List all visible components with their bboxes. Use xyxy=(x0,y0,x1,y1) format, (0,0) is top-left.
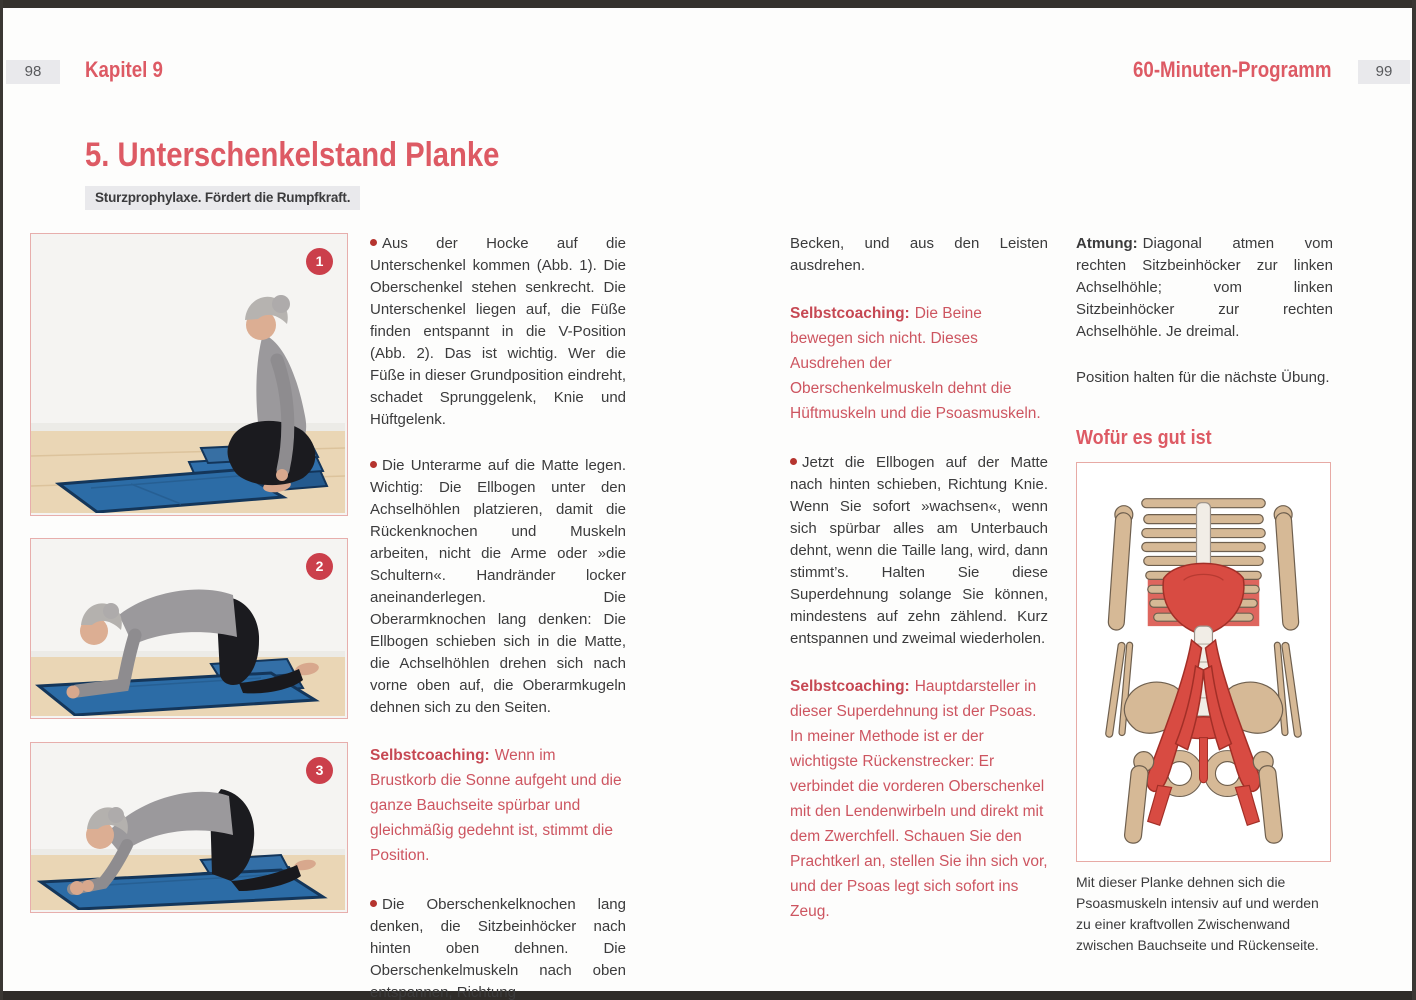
paragraph-text: Aus der Hocke auf die Unterschenkel kommen (Abb. 1). Die Oberschenkel stehen senkrecht. Die Unterschenkel liegen auf, die Füße finden entspannt in die V-Position (Abb. 2). Das ist wichtig. Wer die Füße in dieser Grundposition eindreht, schadet Sprunggelenk, Knie und Hüftgelenk. xyxy=(370,235,626,428)
exercise-photo-3 xyxy=(30,742,348,913)
step-badge-1: 1 xyxy=(306,248,333,275)
paragraph-text: Die Unterarme auf die Matte legen. Wichtig: Die Ellbogen unter den Achselhöhlen platzieren, damit die Rückenknochen und Muskeln arbeiten, nicht die Arme oder »die Schultern«. Handränder locker aneinanderlegen. Die Oberarmknochen lang denken: Die Ellbogen schieben sich in die Matte, die Achselhöhlen drehen sich nach vorne oben auf, die Oberarmkugeln dehnen sich zu den Seiten. xyxy=(370,457,626,716)
photo-2-scene xyxy=(31,539,345,716)
selfcoaching-paragraph xyxy=(790,301,1048,426)
paragraph-text: Wenn im Brustkorb die Sonne aufgeht und die ganze Bauchseite spürbar und gleichmäßig gedehnt ist, stimmt die Position. xyxy=(370,747,622,864)
exercise-photo-1 xyxy=(30,233,348,516)
instruction-paragraph xyxy=(370,233,626,431)
selfcoaching-label: Selbstcoaching: xyxy=(790,305,910,322)
program-running-head: 60-Minuten-Programm xyxy=(1132,57,1331,82)
bullet-icon xyxy=(370,239,377,246)
paragraph-text: Becken, und aus den Leisten ausdrehen. xyxy=(790,235,1048,274)
page-number-right: 99 xyxy=(1358,60,1410,84)
psoas-illustration xyxy=(1076,462,1331,862)
paragraph-text: Die Oberschenkelknochen lang denken, die Sitzbeinhöcker nach hinten oben dehnen. Die Oberschenkelmuskeln nach oben entspannen, Richtung xyxy=(370,896,626,1000)
instruction-paragraph xyxy=(790,452,1048,650)
skeleton-psoas-drawing xyxy=(1088,473,1319,851)
bullet-icon xyxy=(790,458,797,465)
breathing-label: Atmung: xyxy=(1076,235,1138,252)
breathing-paragraph xyxy=(1076,233,1333,343)
selfcoaching-paragraph xyxy=(790,674,1048,924)
selfcoaching-label: Selbstcoaching: xyxy=(370,747,490,764)
exercise-tagline: Sturzprophylaxe. Fördert die Rumpfkraft. xyxy=(85,186,360,210)
bullet-icon xyxy=(370,461,377,468)
page-edge-top xyxy=(0,0,1416,8)
page-number-left: 98 xyxy=(6,60,60,84)
instruction-paragraph xyxy=(790,233,1048,277)
hold-position-note: Position halten für die nächste Übung. xyxy=(1076,369,1330,386)
page-edge-right xyxy=(1412,0,1416,1000)
photo-1-scene xyxy=(31,234,345,513)
instruction-paragraph xyxy=(370,455,626,719)
step-badge-2: 2 xyxy=(306,553,333,580)
exercise-title: 5. Unterschenkelstand Planke xyxy=(85,136,500,174)
photo-3-scene xyxy=(31,743,345,910)
page-edge-left xyxy=(0,0,3,1000)
instruction-paragraph xyxy=(370,894,626,1000)
benefit-heading: Wofür es gut ist xyxy=(1076,427,1212,449)
selfcoaching-label: Selbstcoaching: xyxy=(790,678,910,695)
exercise-photo-2 xyxy=(30,538,348,719)
text-column-1 xyxy=(370,233,626,1000)
step-badge-3: 3 xyxy=(306,757,333,784)
text-column-3 xyxy=(1076,233,1333,956)
paragraph-text: Jetzt die Ellbogen auf der Matte nach hinten schieben, Richtung Knie. Wenn Sie sofort »wachsen«, wenn sich spürbar alles am Unterbauch dehnt, wenn die Taille lang, wird, dann stimmt’s. Halten Sie diese Superdehnung solange Sie können, mindestens auf zehn zählend. Kurz entspannen und zweimal wiederholen. xyxy=(790,454,1048,647)
paragraph-text: Die Beine bewegen sich nicht. Dieses Ausdrehen der Oberschenkelmuskeln dehnt die Hüftmuskeln und die Psoasmuskeln. xyxy=(790,305,1041,422)
bullet-icon xyxy=(370,900,377,907)
paragraph-text: Diagonal atmen vom rechten Sitzbeinhöcker zur linken Achselhöhle; vom linken Sitzbeinhöcker zur rechten Achselhöhle. Je dreimal. xyxy=(1076,235,1333,340)
text-column-2 xyxy=(790,233,1048,950)
chapter-running-head: Kapitel 9 xyxy=(85,57,163,82)
selfcoaching-paragraph xyxy=(370,743,626,868)
paragraph-text: Hauptdarsteller in dieser Superdehnung ist der Psoas. In meiner Methode ist er der wichtigste Rückenstrecker: Er verbindet die vorderen Oberschenkel mit den Lendenwirbeln und direkt mit dem Zwerchfell. Schauen Sie den Prachtkerl an, stellen Sie ihn sich vor, und der Psoas legt sich sofort ins Zeug. xyxy=(790,678,1048,920)
page-edge-bottom xyxy=(0,991,1416,1000)
illustration-caption: Mit dieser Planke dehnen sich die Psoasmuskeln intensiv auf und werden zu einer kraftvollen Zwischenwand zwischen Bauchseite und Rückenseite. xyxy=(1076,874,1319,953)
